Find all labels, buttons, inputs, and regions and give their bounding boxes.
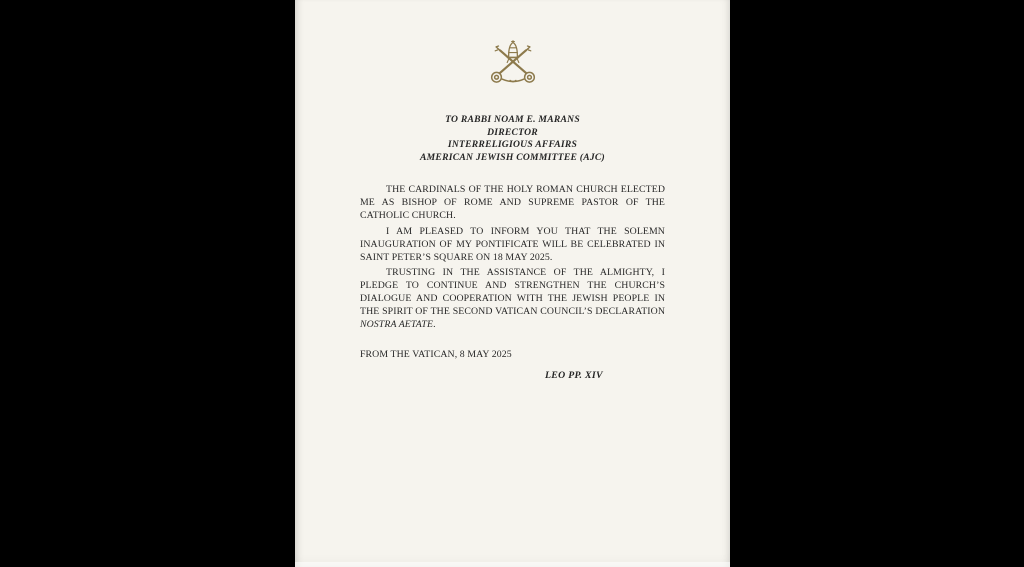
recipient-organization: AMERICAN JEWISH COMMITTEE (AJC) — [419, 151, 605, 163]
paragraph-inauguration: I AM PLEASED TO INFORM YOU THAT THE SOLEMN INAUGURATION OF MY PONTIFICATE WILL BE CELEBRATED IN SAINT PETER’S SQUARE ON 18 MAY 2025. — [360, 225, 665, 263]
nostra-aetate-title: NOSTRA AETATE — [360, 319, 434, 331]
recipient-title: DIRECTOR — [487, 126, 538, 138]
letter-page — [295, 0, 730, 567]
paragraph-pledge-text: TRUSTING IN THE ASSISTANCE OF THE ALMIGHTY, I PLEDGE TO CONTINUE AND STRENGTHEN THE CHURCH’S DIALOGUE AND COOPERATION WITH THE JEWISH PEOPLE IN THE SPIRIT OF THE SECOND VATICAN COUNCIL’S DECLARATION — [360, 267, 665, 318]
paragraph-pledge — [360, 267, 665, 332]
papal-crossed-keys-emblem-icon — [487, 39, 539, 86]
paragraph-election: THE CARDINALS OF THE HOLY ROMAN CHURCH ELECTED ME AS BISHOP OF ROME AND SUPREME PASTOR OF THE CATHOLIC CHURCH. — [360, 184, 665, 221]
recipient-department: INTERRELIGIOUS AFFAIRS — [447, 139, 578, 151]
dateline: FROM THE VATICAN, 8 MAY 2025 — [360, 348, 512, 360]
recipient-block — [295, 114, 730, 164]
letter-body — [360, 184, 665, 383]
recipient-name: TO RABBI NOAM E. MARANS — [445, 114, 580, 125]
paragraph-pledge-period: . — [433, 319, 436, 331]
signature: LEO PP. XIV — [545, 369, 603, 381]
